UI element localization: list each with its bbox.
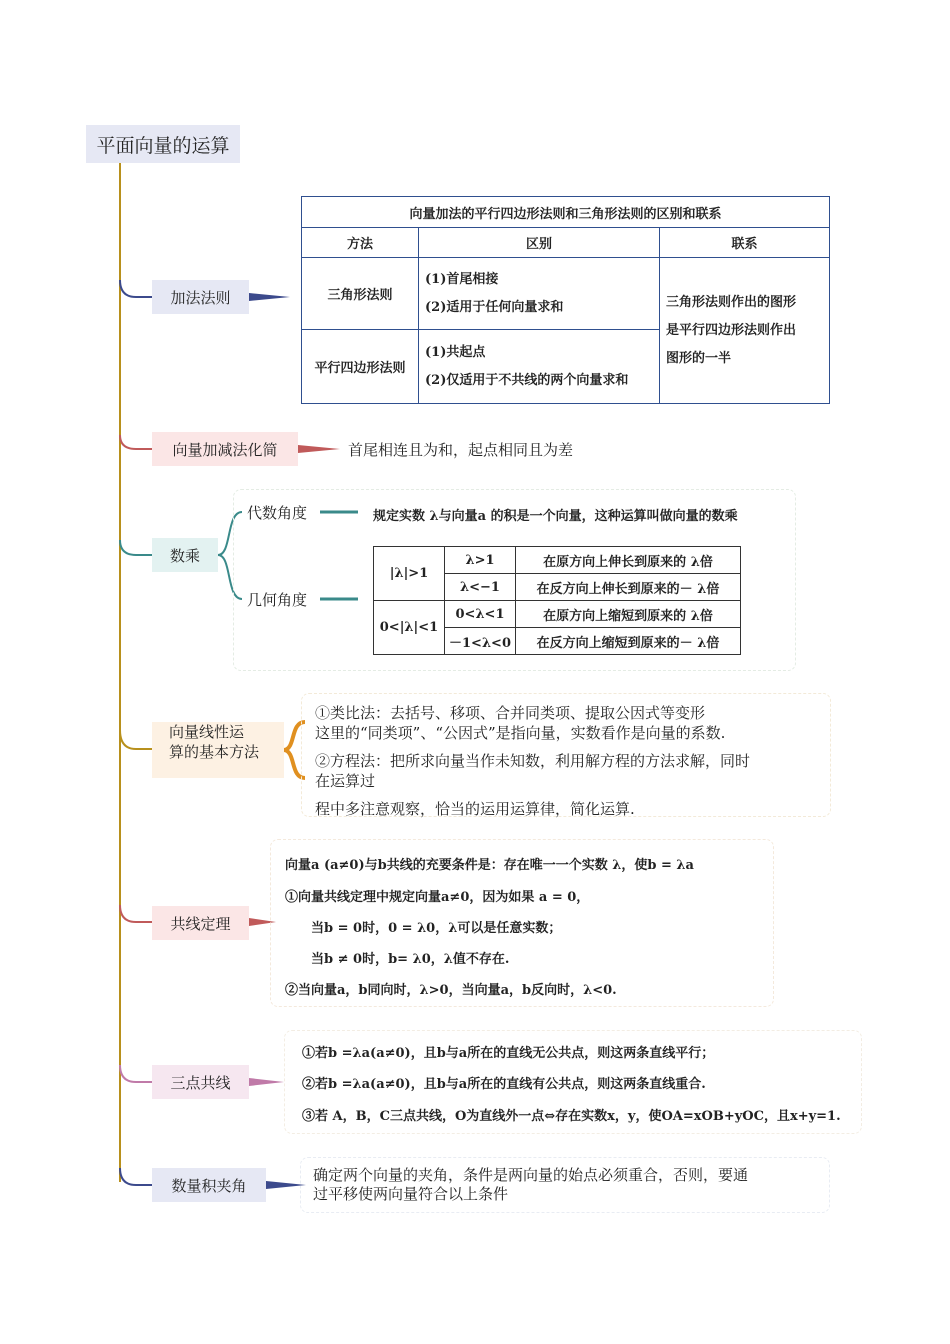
- branch-collinear: [120, 905, 152, 922]
- desc-neg1-0: 在反方向上缩短到原来的－ λ倍: [516, 628, 741, 655]
- relation-line-3: 图形的一半: [666, 350, 732, 366]
- linear-line-2: 这里的“同类项”、“公因式”是指向量，实数看作是向量的系数.: [315, 724, 726, 742]
- root-title: 平面向量的运算: [86, 125, 240, 163]
- algebraic-before: 规定实数: [373, 509, 430, 524]
- linear-line-5: 程中多注意观察，恰当的运用运算律，简化运算.: [315, 800, 635, 818]
- node-linear-line1: 向量线性运: [169, 723, 245, 741]
- node-linear: [152, 722, 284, 778]
- linear-line-3: ②方程法：把所求向量当作未知数，利用解方程的方法求解，同时: [315, 752, 751, 770]
- relation-line-1: 三角形法则作出的图形: [666, 294, 797, 310]
- linear-line-4: 在运算过: [315, 772, 376, 790]
- arrow-simplify: [298, 445, 340, 453]
- diff-parallelogram-1: (1)共起点: [425, 344, 486, 360]
- desc-gt-1: 在原方向上伸长到原来的 λ倍: [516, 547, 741, 574]
- algebraic-vec: a: [477, 509, 487, 524]
- linear-text: [315, 703, 750, 819]
- relation-cell: [660, 258, 830, 404]
- addition-table: [301, 196, 830, 404]
- algebraic-after: 的积是一个向量，这种运算叫做向量的数乘: [486, 509, 738, 524]
- angle-line-1: 确定两个向量的夹角，条件是两向量的始点必须重合，否则，要通: [313, 1166, 749, 1184]
- collinear-line-4: 当b ≠ 0时，b= λ0，λ值不存在.: [311, 952, 510, 967]
- diff-triangle-2: (2)适用于任何向量求和: [425, 299, 564, 315]
- range-lt-neg1: λ<−1: [445, 574, 516, 601]
- node-three-points: 三点共线: [152, 1065, 249, 1099]
- branch-scalar: [120, 540, 152, 555]
- method-triangle: 三角形法则: [302, 258, 419, 330]
- node-addition: 加法法则: [152, 280, 249, 314]
- linear-line-1: ①类比法：去括号、移项、合并同类项、提取公因式等变形: [315, 704, 706, 722]
- range-0-1: 0<λ<1: [445, 601, 516, 628]
- cond-abs-gt-1: |λ|>1: [374, 547, 445, 601]
- three-points-line-2: ②若b =λa(a≠0)，且b与a所在的直线有公共点，则这两条直线重合.: [302, 1077, 706, 1092]
- node-simplify: 向量加减法化简: [152, 432, 298, 466]
- three-points-line-1: ①若b =λa(a≠0)，且b与a所在的直线无公共点，则这两条直线平行；: [302, 1046, 715, 1061]
- relation-line-2: 是平行四边形法则作出: [666, 322, 797, 338]
- node-linear-line2: 算的基本方法: [169, 743, 260, 761]
- header-diff: 区别: [419, 228, 660, 258]
- header-relation: 联系: [660, 228, 830, 258]
- range-gt-1: λ>1: [445, 547, 516, 574]
- collinear-line-2: ①向量共线定理中规定向量a≠0，因为如果 a = 0，: [285, 890, 590, 905]
- three-points-line-3: ③若 A，B，C三点共线，O为直线外一点⇔存在实数x，y，使OA=xOB+yOC，且x+y=1.: [302, 1109, 841, 1124]
- diff-triangle-1: (1)首尾相接: [425, 271, 499, 287]
- algebraic-text: [373, 505, 738, 524]
- collinear-line-1: 向量a (a≠0)与b共线的充要条件是：存在唯一一个实数 λ，使b = λa: [285, 858, 694, 873]
- angle-line-2: 过平移使两向量符合以上条件: [313, 1185, 509, 1203]
- diff-parallelogram-2: (2)仅适用于不共线的两个向量求和: [425, 372, 629, 388]
- algebraic-lambda: λ与向量: [429, 509, 478, 524]
- simplify-text: 首尾相连且为和，起点相同且为差: [348, 441, 574, 459]
- angle-text: [313, 1166, 748, 1204]
- desc-lt-neg1: 在反方向上伸长到原来的－ λ倍: [516, 574, 741, 601]
- range-neg1-0: －1<λ<0: [445, 628, 516, 655]
- branch-three-points: [120, 1065, 152, 1082]
- collinear-line-3: 当b = 0时，0 = λ0，λ可以是任意实数；: [311, 921, 562, 936]
- addition-table-title: 向量加法的平行四边形法则和三角形法则的区别和联系: [302, 197, 830, 228]
- scalar-table: [373, 546, 741, 655]
- method-parallelogram: 平行四边形法则: [302, 330, 419, 404]
- algebraic-label: 代数角度: [247, 504, 308, 522]
- branch-linear: [120, 730, 152, 749]
- branch-addition: [120, 280, 152, 297]
- desc-0-1: 在原方向上缩短到原来的 λ倍: [516, 601, 741, 628]
- branch-angle: [120, 1168, 152, 1185]
- geometric-label: 几何角度: [247, 591, 308, 609]
- branch-simplify: [120, 435, 152, 449]
- cond-abs-lt-1: 0<|λ|<1: [374, 601, 445, 655]
- node-scalar: 数乘: [152, 538, 218, 572]
- node-collinear: 共线定理: [152, 906, 249, 940]
- diff-parallelogram: [419, 330, 660, 404]
- arrow-addition: [249, 293, 290, 301]
- collinear-line-5: ②当向量a，b同向时，λ>0，当向量a，b反向时，λ<0.: [285, 983, 617, 998]
- node-angle: 数量积夹角: [152, 1168, 266, 1202]
- header-method: 方法: [302, 228, 419, 258]
- diff-triangle: [419, 258, 660, 330]
- arrow-three-points: [249, 1078, 284, 1086]
